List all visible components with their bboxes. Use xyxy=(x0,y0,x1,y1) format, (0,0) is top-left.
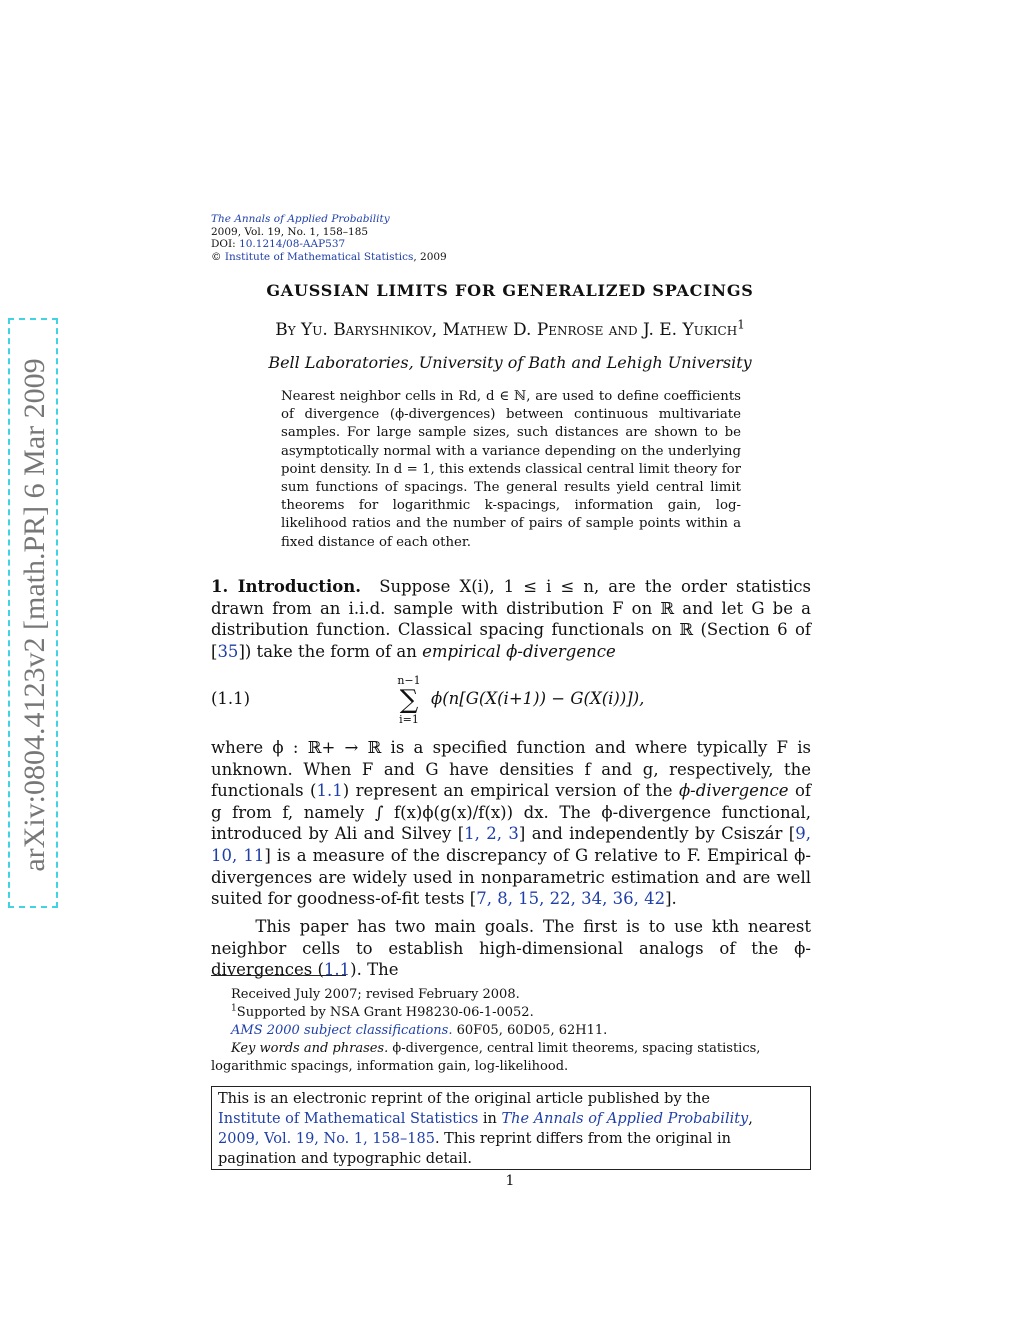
ref-link-35[interactable]: 35 xyxy=(217,641,239,661)
para2-text-b: ) represent an empirical version of the xyxy=(342,781,679,801)
sum-lower-limit: i=1 xyxy=(399,713,419,726)
ref-links-gof[interactable]: 7, 8, 15, 22, 34, 36, 42 xyxy=(476,889,666,909)
abstract: Nearest neighbor cells in Rd, d ∈ ℕ, are used to define coefficients of divergence (ϕ-divergences) between continuous multivariate samples. For large sample sizes, such distances are shown to be asymptotically normal with a variance depending on the underlying point density. In d = 1, this extends classical central limit theory for sum functions of spacings. The general results yield central limit theorems for logarithmic k-spacings, information gain, log-likelihood ratios and the number of pairs of sample points within a fixed distance of each other. xyxy=(281,389,741,550)
support-text: Supported by NSA Grant H98230-06-1-0052. xyxy=(236,1005,534,1020)
support-mark: 1 xyxy=(231,1003,237,1014)
sum-symbol: ∑ xyxy=(399,685,419,715)
footnote-received: Received July 2007; revised February 2008. xyxy=(231,987,520,1002)
ref-links-ali-silvey[interactable]: 1, 2, 3 xyxy=(464,824,519,844)
reprint-text-b: . This reprint differs from the original in pagination and typographic detail. xyxy=(218,1131,731,1167)
para2-text-c: of g from f, namely ∫ f(x)ϕ(g(x)/f(x)) dx. The ϕ-divergence functional, introduced by Ali and Silvey [ xyxy=(211,781,811,844)
eq-ref-link-2[interactable]: 1.1 xyxy=(323,960,351,980)
keywords-label: Key words and phrases. xyxy=(231,1041,389,1056)
summation xyxy=(391,674,427,726)
equation-expression: ϕ(n[G(X(i+1)) − G(X(i))]), xyxy=(431,689,645,708)
paper-authors xyxy=(0,317,1020,340)
journal-doi-line xyxy=(211,238,447,251)
journal-header xyxy=(211,213,447,263)
footnote-ams xyxy=(211,1022,811,1040)
footnote-rule xyxy=(211,975,346,976)
reprint-citation-link[interactable]: 2009, Vol. 19, No. 1, 158–185 xyxy=(218,1131,435,1147)
equation-1-1 xyxy=(211,674,811,734)
copyright-symbol: © xyxy=(211,250,222,263)
eq-ref-link[interactable]: 1.1 xyxy=(316,781,343,801)
paragraph-divergence xyxy=(211,737,811,910)
para3-text-a: This paper has two main goals. The first is to use kth nearest neighbor cells to establish high-dimensional analogs of the ϕ-divergences ( xyxy=(211,917,811,980)
ams-link[interactable]: AMS 2000 subject classifications. xyxy=(231,1023,453,1038)
journal-name[interactable]: The Annals of Applied Probability xyxy=(211,213,390,225)
arxiv-stamp-text: arXiv:0804.4123v2 [math.PR] 6 Mar 2009 xyxy=(18,358,51,872)
authors-by: By xyxy=(275,320,296,340)
reprint-notice-box xyxy=(211,1086,811,1170)
footnote-keywords xyxy=(211,1040,811,1076)
paper-title: GAUSSIAN LIMITS FOR GENERALIZED SPACINGS xyxy=(266,281,754,300)
intro-text-b: ]) take the form of an xyxy=(238,641,423,661)
author-footnote-mark: 1 xyxy=(737,317,745,332)
journal-volume: 2009, Vol. 19, No. 1, 158–185 xyxy=(211,225,369,238)
reprint-comma: , xyxy=(748,1111,753,1127)
institute-link[interactable]: Institute of Mathematical Statistics xyxy=(224,250,414,263)
paper-affiliation: Bell Laboratories, University of Bath and Lehigh University xyxy=(268,353,752,372)
copyright-year: , 2009 xyxy=(413,250,447,263)
keywords-text: ϕ-divergence, central limit theorems, spacing statistics, logarithmic spacings, information gain, log-likelihood. xyxy=(211,1041,761,1074)
paragraph-goals xyxy=(211,916,811,981)
authors-names: Yu. Baryshnikov, Mathew D. Penrose and J. E. Yukich xyxy=(301,320,738,340)
equation-number: (1.1) xyxy=(211,689,251,708)
para2-emphasis: ϕ-divergence xyxy=(678,781,789,801)
reprint-in: in xyxy=(478,1111,502,1127)
para2-text-f: ]. xyxy=(665,889,677,909)
sum-upper-limit: n−1 xyxy=(397,674,421,687)
intro-emphasis: empirical ϕ-divergence xyxy=(422,641,616,661)
arxiv-stamp[interactable] xyxy=(8,318,58,908)
para2-text-e: ] is a measure of the discrepancy of G relative to F. Empirical ϕ-divergences are widely used in nonparametric estimation and are well suited for goodness-of-fit tests [ xyxy=(211,845,812,909)
section-heading: 1. Introduction. xyxy=(211,577,362,596)
doi-link[interactable]: 10.1214/08-AAP537 xyxy=(239,238,346,250)
ref-links-csiszar[interactable]: 9, 10, 11 xyxy=(211,824,811,865)
para2-text-d: ] and independently by Csiszár [ xyxy=(518,824,796,844)
reprint-institute-link[interactable]: Institute of Mathematical Statistics xyxy=(218,1111,479,1127)
para2-text-a: where ϕ : ℝ+ → ℝ is a specified function and where typically F is unknown. When F and G have densities f and g, respectively, the functionals ( xyxy=(211,738,811,801)
intro-text-a: Suppose X(i), 1 ≤ i ≤ n, are the order statistics drawn from an i.i.d. sample with distribution F on ℝ and let G be a distribution function. Classical spacing functionals on ℝ (Section 6 of [ xyxy=(211,577,811,661)
footnotes xyxy=(211,986,811,1076)
footnote-support xyxy=(211,1004,811,1022)
doi-label: DOI: xyxy=(211,238,240,250)
ams-codes: 60F05, 60D05, 62H11. xyxy=(452,1023,608,1038)
reprint-journal-link[interactable]: The Annals of Applied Probability xyxy=(501,1111,749,1127)
page-number: 1 xyxy=(505,1173,515,1189)
reprint-text-a: This is an electronic reprint of the original article published by the xyxy=(218,1091,710,1107)
journal-copyright xyxy=(211,251,447,264)
intro-paragraph xyxy=(211,576,811,662)
para3-text-b: ). The xyxy=(350,960,399,980)
